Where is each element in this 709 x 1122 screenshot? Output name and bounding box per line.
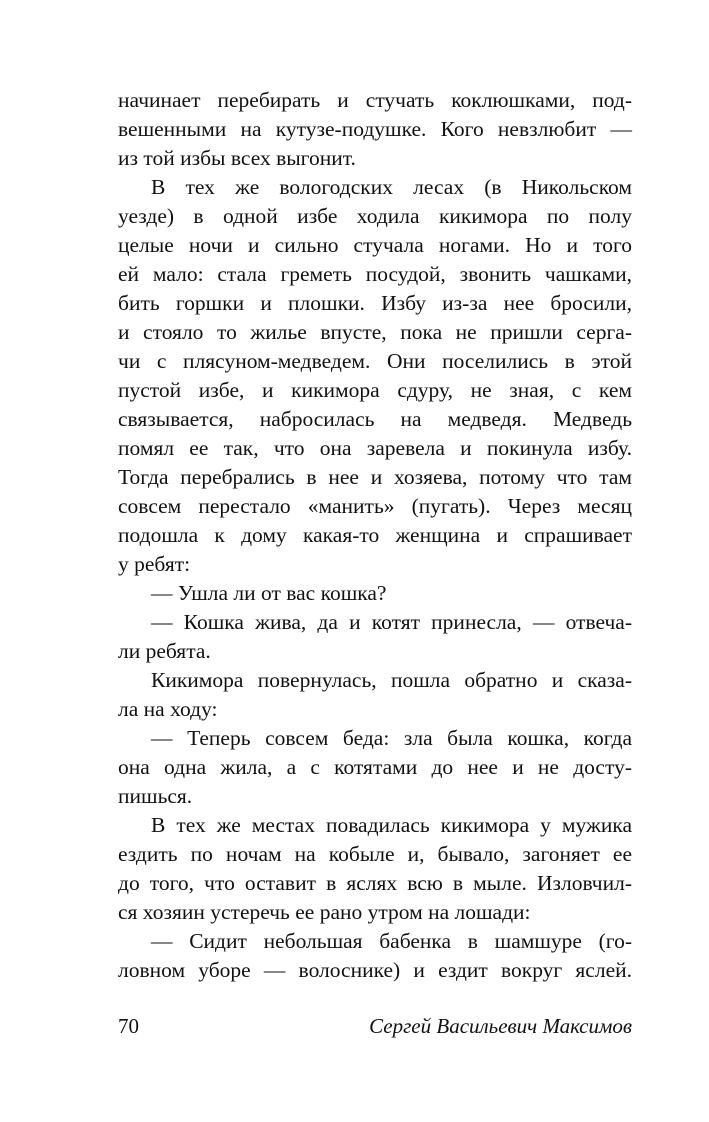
text-line: ловном уборе — волоснике) и ездит вокруг яслей. [118, 958, 632, 982]
text-line: ся хозяин устеречь ее рано утром на лошади: [118, 900, 531, 924]
text-line: совсем перестало «манить» (пугать). Через месяц [118, 494, 632, 518]
text-line: вешенными на кутузе-подушке. Кого невзлюбит — [118, 117, 632, 141]
text-line: В тех же вологодских лесах (в Никольском [151, 175, 632, 199]
running-title: Сергей Васильевич Максимов [369, 1014, 632, 1038]
text-line: связывается, набросилась на медведя. Медведь [118, 407, 632, 431]
text-line: подошла к дому какая-то женщина и спрашивает [118, 523, 632, 547]
text-line: из той избы всех выгонит. [118, 146, 356, 170]
text-line: — Сидит небольшая бабенка в шамшуре (го- [151, 929, 632, 953]
page-number: 70 [118, 1014, 139, 1038]
text-line: до того, что оставит в яслях всю в мыле. Изловчил- [118, 871, 632, 895]
text-line: ли ребята. [118, 639, 211, 663]
text-line: начинает перебирать и стучать коклюшками, под- [118, 88, 632, 112]
page-footer [118, 1011, 632, 1041]
text-line: ездить по ночам на кобыле и, бывало, загоняет ее [118, 842, 632, 866]
text-line: чи с плясуном-медведем. Они поселились в этой [118, 349, 632, 373]
text-line: ей мало: стала греметь посудой, звонить чашками, [118, 262, 632, 286]
text-line: и стояло то жилье впусте, пока не пришли серга- [118, 320, 632, 344]
text-line: ла на ходу: [118, 697, 218, 721]
text-line: Кикимора повернулась, пошла обратно и сказа- [151, 668, 632, 692]
text-line: Тогда перебрались в нее и хозяева, потому что там [118, 465, 632, 489]
text-line: она одна жила, а с котятами до нее и не досту- [118, 755, 632, 779]
text-line: пустой избе, и кикимора сдуру, не зная, с кем [118, 378, 632, 402]
text-line: — Теперь совсем беда: зла была кошка, когда [151, 726, 632, 750]
body-text [118, 86, 632, 985]
text-line: уезде) в одной избе ходила кикимора по полу [118, 204, 632, 228]
text-line: бить горшки и плошки. Избу из-за нее бросили, [118, 291, 632, 315]
text-line: пишься. [118, 784, 193, 808]
text-line: у ребят: [118, 552, 191, 576]
text-line: В тех же местах повадилась кикимора у мужика [151, 813, 632, 837]
text-line: помял ее так, что она заревела и покинула избу. [118, 436, 632, 460]
text-line: — Ушла ли от вас кошка? [151, 581, 387, 605]
text-line: целые ночи и сильно стучала ногами. Но и того [118, 233, 632, 257]
text-line: — Кошка жива, да и котят принесла, — отвеча- [151, 610, 632, 634]
